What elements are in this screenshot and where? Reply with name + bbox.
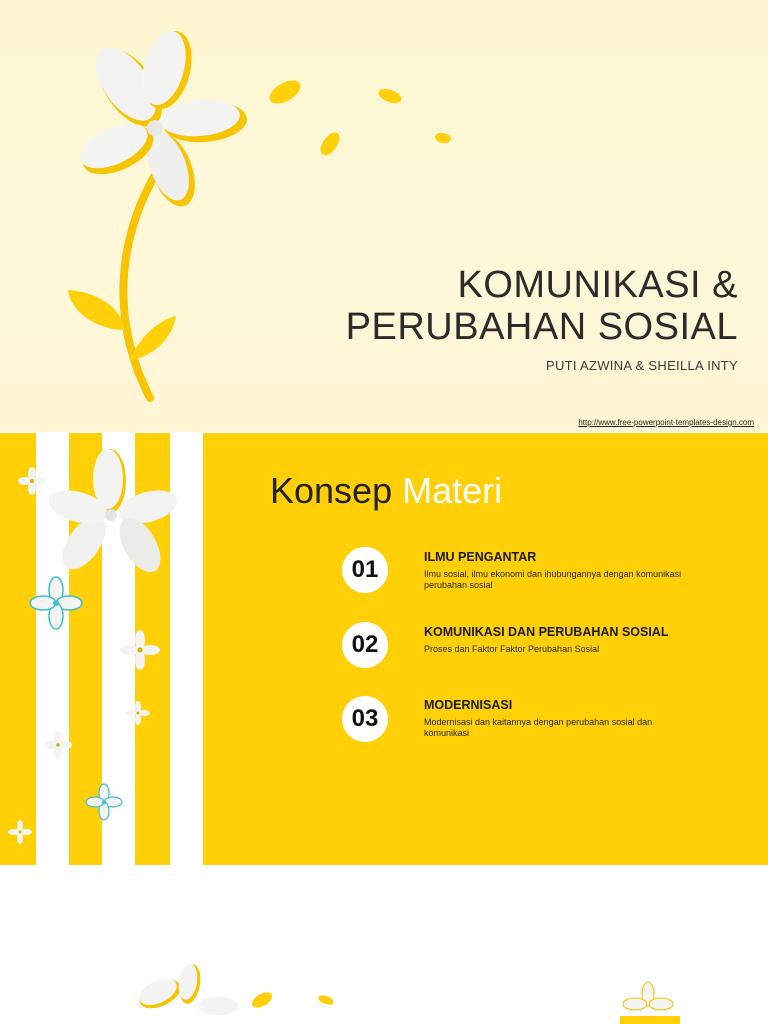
presentation-title xyxy=(178,264,738,348)
small-flower-icon xyxy=(18,467,46,495)
falling-petal-icon xyxy=(317,129,343,158)
agenda-slide xyxy=(0,433,768,865)
falling-petal-icon xyxy=(317,994,335,1007)
paper-flower-icon xyxy=(623,982,673,1010)
paper-flower-icon xyxy=(74,26,249,213)
authors-subtitle: PUTI AZWINA & SHEILLA INTY xyxy=(545,358,738,373)
small-flower-icon xyxy=(120,630,160,670)
flowers-decoration xyxy=(0,433,210,865)
title-line-2: PERUBAHAN SOSIAL xyxy=(345,306,738,348)
leaf-icon xyxy=(68,290,125,330)
small-flower-icon xyxy=(8,820,32,844)
item-description: Ilmu sosial, ilmu ekonomi dan ihubungannya dengan komunikasi perubahan sosial xyxy=(424,569,682,590)
falling-petal-icon xyxy=(266,76,304,109)
agenda-heading xyxy=(270,470,502,512)
falling-petal-icon xyxy=(434,132,451,145)
yellow-band xyxy=(620,1016,680,1024)
item-title: MODERNISASI xyxy=(424,698,513,712)
paper-flower-icon xyxy=(45,449,181,579)
small-flower-icon xyxy=(30,577,82,629)
small-flower-icon xyxy=(86,784,122,820)
item-number-badge: 03 xyxy=(342,696,388,742)
falling-petal-icon xyxy=(377,86,404,105)
item-description: Modernisasi dan kaitannya dengan perubahan sosial dan komunikasi xyxy=(424,717,653,738)
item-title: ILMU PENGANTAR xyxy=(424,550,537,564)
heading-dark-word: Konsep xyxy=(270,470,393,511)
flower-stem xyxy=(123,175,155,398)
title-line-1: KOMUNIKASI & xyxy=(457,264,738,306)
paper-flower-icon xyxy=(135,963,238,1015)
next-slide-preview xyxy=(0,866,768,1024)
item-number-badge: 02 xyxy=(342,622,388,668)
template-source-link[interactable]: http://www.free-powerpoint-templates-design.com xyxy=(578,418,754,427)
item-number-badge: 01 xyxy=(342,547,388,593)
small-flower-icon xyxy=(126,701,150,725)
item-description: Proses dan Faktor Faktor Perubahan Sosial xyxy=(424,644,600,654)
flower-decoration xyxy=(0,866,768,1024)
heading-light-word: Materi xyxy=(402,470,503,511)
falling-petal-icon xyxy=(249,989,274,1010)
small-flower-icon xyxy=(44,731,72,759)
leaf-icon xyxy=(130,316,176,360)
title-slide xyxy=(0,0,768,432)
item-title: KOMUNIKASI DAN PERUBAHAN SOSIAL xyxy=(424,625,669,639)
